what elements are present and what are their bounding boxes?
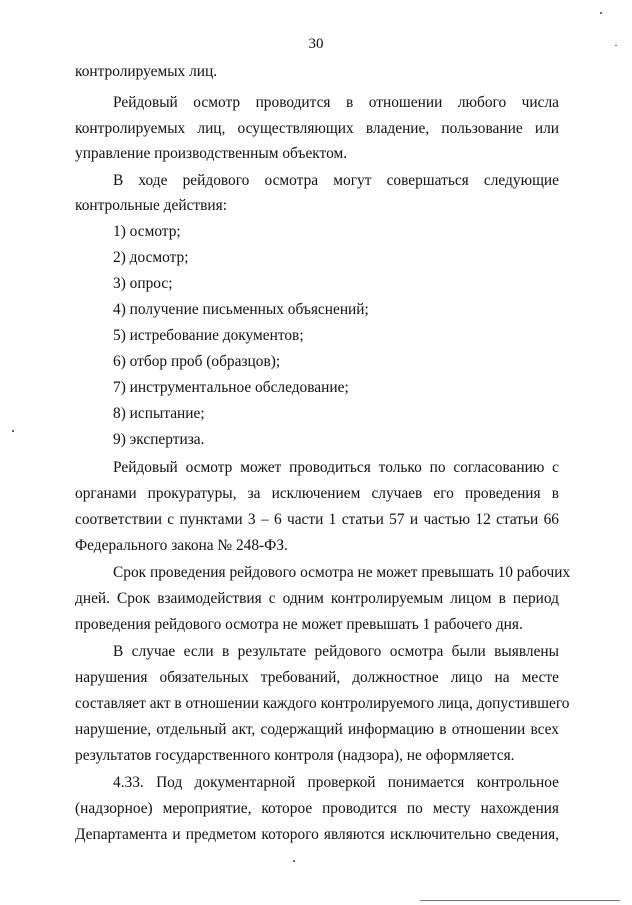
list-item: 9) экспертиза. <box>113 431 205 448</box>
text-line: контролируемых лиц, осуществляющих владение, пользование или <box>75 120 559 137</box>
text-line: Федерального закона № 248-ФЗ. <box>75 537 288 554</box>
list-item: 6) отбор проб (образцов); <box>113 353 281 370</box>
page-number: 30 <box>308 36 324 52</box>
list-item: 3) опрос; <box>113 275 173 292</box>
text-line: контролируемых лиц. <box>75 63 218 80</box>
scan-speck <box>12 430 14 432</box>
text-line: Рейдовый осмотр может проводиться только по согласованию с <box>113 459 559 476</box>
text-line: нарушения обязательных требований, должностное лицо на месте <box>75 669 559 686</box>
text-line: составляет акт в отношении каждого контролируемого лица, допустившего <box>75 695 570 712</box>
text-line: органами прокуратуры, за исключением случаев его проведения в <box>75 485 559 502</box>
list-item: 8) испытание; <box>113 405 205 422</box>
text-line: В случае если в результате рейдового осмотра были выявлены <box>113 643 559 660</box>
scan-speck <box>293 860 295 862</box>
text-line: В ходе рейдового осмотра могут совершаться следующие <box>113 172 559 189</box>
text-line: Срок проведения рейдового осмотра не может превышать 10 рабочих <box>113 564 571 581</box>
scan-speck <box>615 45 617 46</box>
text-line: контрольные действия: <box>75 197 227 214</box>
list-item: 4) получение письменных объяснений; <box>113 301 369 318</box>
text-line: проведения рейдового осмотра не может превышать 1 рабочего дня. <box>75 616 523 633</box>
text-line: нарушение, отдельный акт, содержащий информацию в отношении всех <box>75 721 559 738</box>
text-line: 4.33. Под документарной проверкой понимается контрольное <box>113 774 559 791</box>
scan-edge-line <box>420 900 620 901</box>
text-line: Департамента и предметом которого являются исключительно сведения, <box>75 826 559 843</box>
list-item: 2) досмотр; <box>113 249 189 266</box>
text-line: дней. Срок взаимодействия с одним контролируемым лицом в период <box>75 590 559 607</box>
text-line: Рейдовый осмотр проводится в отношении любого числа <box>113 94 559 111</box>
text-line: управление производственным объектом. <box>75 145 348 162</box>
list-item: 5) истребование документов; <box>113 327 304 344</box>
text-line: результатов государственного контроля (надзора), не оформляется. <box>75 747 515 764</box>
list-item: 1) осмотр; <box>113 223 181 240</box>
list-item: 7) инструментальное обследование; <box>113 379 349 396</box>
text-line: (надзорное) мероприятие, которое проводится по месту нахождения <box>75 800 559 817</box>
text-line: соответствии с пунктами 3 – 6 части 1 статьи 57 и частью 12 статьи 66 <box>75 511 559 528</box>
scan-speck <box>600 12 602 14</box>
